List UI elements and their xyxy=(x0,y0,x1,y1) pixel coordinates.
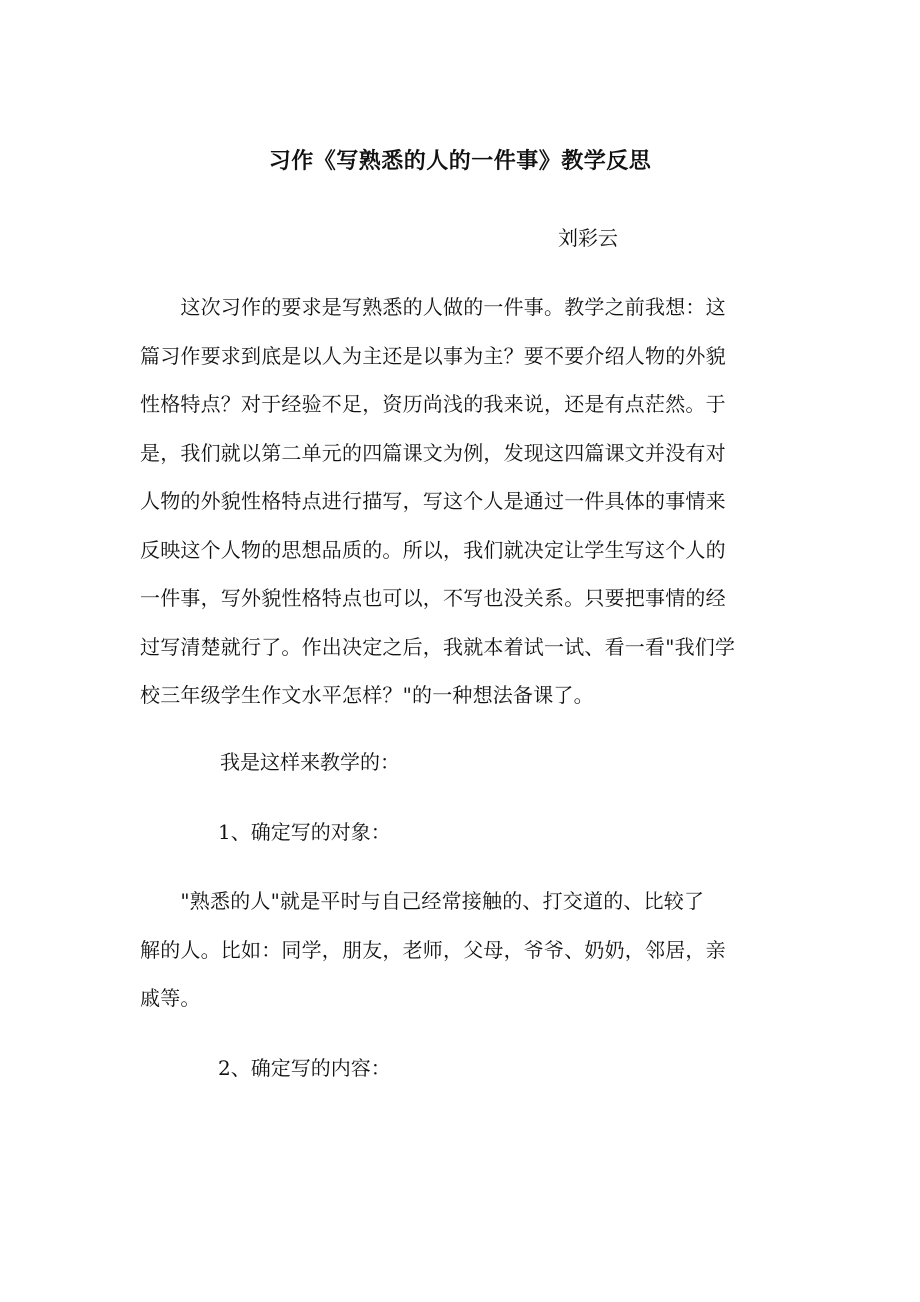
section-heading-2: 2、确定写的内容： xyxy=(218,1056,391,1080)
document-title: 习作《写熟悉的人的一件事》教学反思 xyxy=(268,149,652,174)
paragraph-line: 解的人。比如：同学，朋友，老师，父母，爷爷、奶奶，邻居，亲 xyxy=(140,937,726,962)
paragraph-intro xyxy=(140,283,780,720)
paragraph-line: 这次习作的要求是写熟悉的人做的一件事。教学之前我想：这 xyxy=(140,295,726,319)
paragraph-line: 反映这个人物的思想品质的。所以，我们就决定让学生写这个人的 xyxy=(140,537,726,562)
teaching-intro-line: 我是这样来教学的： xyxy=(220,750,400,774)
paragraph-line: 戚等。 xyxy=(140,986,201,1010)
paragraph-line: 性格特点？对于经验不足，资历尚浅的我来说，还是有点茫然。于 xyxy=(140,392,726,416)
paragraph-line: 过写清楚就行了。作出决定之后，我就本着试一试、看一看"我们学 xyxy=(140,634,736,659)
author-name: 刘彩云 xyxy=(558,226,618,250)
paragraph-line: 是，我们就以第二单元的四篇课文为例，发现这四篇课文并没有对 xyxy=(140,440,726,465)
paragraph-line: "熟悉的人"就是平时与自己经常接触的、打交道的、比较了 xyxy=(140,889,705,913)
paragraph-line: 一件事，写外貌性格特点也可以，不写也没关系。只要把事情的经 xyxy=(140,586,726,610)
section-heading-1: 1、确定写的对象： xyxy=(218,820,391,844)
paragraph-line: 人物的外貌性格特点进行描写，写这个人是通过一件具体的事情来 xyxy=(140,489,726,513)
paragraph-familiar-people xyxy=(140,877,780,1023)
paragraph-line: 校三年级学生作文水平怎样？"的一种想法备课了。 xyxy=(140,683,594,707)
paragraph-line: 篇习作要求到底是以人为主还是以事为主？要不要介绍人物的外貌 xyxy=(140,343,726,368)
